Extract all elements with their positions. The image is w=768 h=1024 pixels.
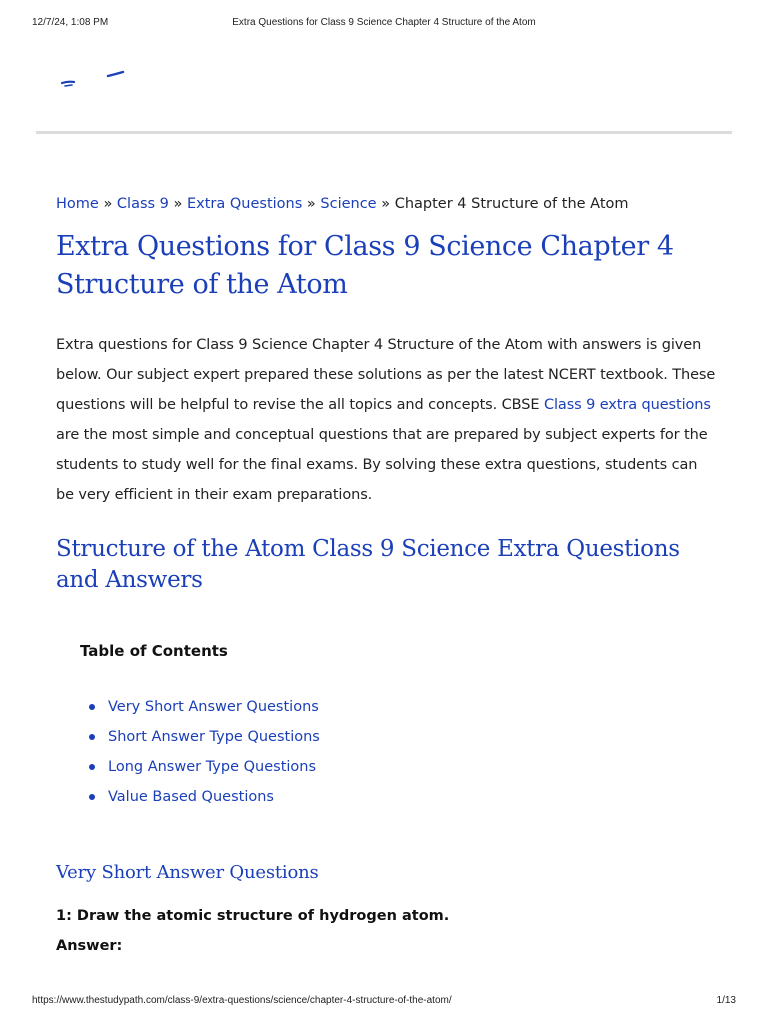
- toc-item: [80, 722, 716, 752]
- bullet-icon: [89, 734, 95, 740]
- class-9-extra-questions-link[interactable]: Class 9 extra questions: [543, 397, 711, 413]
- print-url: https://www.thestudypath.com/class-9/extra-questions/science/chapter-4-structure-of-the-atom/: [32, 995, 452, 1006]
- bullet-icon: [89, 794, 95, 800]
- header-divider: [36, 131, 732, 134]
- toc-link-long-answer[interactable]: Long Answer Type Questions: [108, 759, 317, 775]
- breadcrumb-science[interactable]: Science: [320, 196, 377, 212]
- breadcrumb-separator: »: [306, 196, 316, 212]
- intro-text-continued: are the most simple and conceptual questions that are prepared by subject experts for the students to study well for the final exams. By solving these extra questions, students can be very efficient in their exam preparations.: [56, 427, 708, 503]
- answer-label: Answer:: [56, 938, 123, 954]
- breadcrumb-separator: »: [173, 196, 183, 212]
- intro-paragraph: [56, 330, 716, 510]
- breadcrumb-separator: »: [381, 196, 391, 212]
- subsection-title-very-short: Very Short Answer Questions: [56, 862, 319, 883]
- breadcrumb-current: Chapter 4 Structure of the Atom: [394, 196, 629, 212]
- print-footer: [32, 995, 736, 1009]
- article: [56, 190, 716, 958]
- breadcrumb-separator: »: [103, 196, 113, 212]
- intro-text: Extra questions for Class 9 Science Chapter 4 Structure of the Atom with answers is given below. Our subject expert prepared these solutions as per the latest NCERT textbook. These questions will be helpful to revise the all topics and concepts. CBSE: [56, 337, 716, 413]
- toc-link-short-answer[interactable]: Short Answer Type Questions: [108, 729, 320, 745]
- toc-item: [80, 752, 716, 782]
- toc-link-value-based[interactable]: Value Based Questions: [108, 789, 274, 805]
- question-1: 1: Draw the atomic structure of hydrogen atom.: [56, 908, 450, 924]
- breadcrumb: [56, 190, 716, 218]
- site-logo[interactable]: [60, 66, 130, 88]
- toc-title: Table of Contents: [80, 642, 228, 660]
- print-title: Extra Questions for Class 9 Science Chapter 4 Structure of the Atom: [232, 17, 536, 28]
- page-number: 1/13: [716, 995, 736, 1006]
- section-title: Structure of the Atom Class 9 Science Extra Questions and Answers: [56, 536, 680, 593]
- breadcrumb-home[interactable]: Home: [56, 196, 99, 212]
- print-header: [32, 17, 736, 31]
- toc-list: [80, 692, 716, 812]
- toc-link-very-short-answer[interactable]: Very Short Answer Questions: [108, 699, 319, 715]
- toc-item: [80, 782, 716, 812]
- page-title: Extra Questions for Class 9 Science Chapter 4 Structure of the Atom: [56, 231, 674, 300]
- breadcrumb-class-9[interactable]: Class 9: [116, 196, 169, 212]
- toc-item: [80, 692, 716, 722]
- bullet-icon: [89, 764, 95, 770]
- print-date: 12/7/24, 1:08 PM: [32, 17, 109, 28]
- bullet-icon: [89, 704, 95, 710]
- breadcrumb-extra-questions[interactable]: Extra Questions: [187, 196, 303, 212]
- table-of-contents: [80, 640, 716, 812]
